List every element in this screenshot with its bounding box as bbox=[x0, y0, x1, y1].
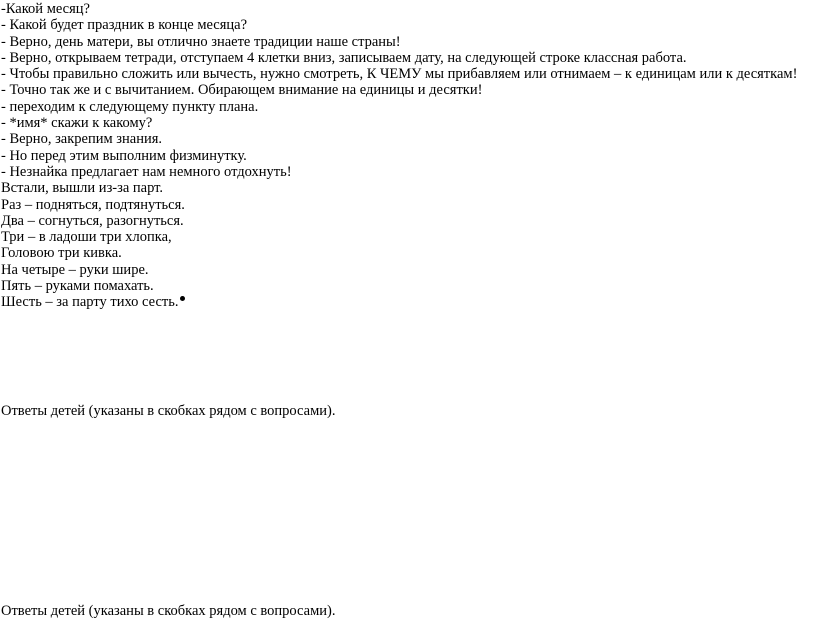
text-line: - Но перед этим выполним физминутку. bbox=[1, 147, 247, 164]
poem-line: Головою три кивка. bbox=[1, 245, 122, 262]
text-line: - Верно, день матери, вы отлично знаете традиции наше страны! bbox=[1, 33, 401, 50]
text-line: - Точно так же и с вычитанием. Обирающем внимание на единицы и десятки! bbox=[1, 82, 483, 99]
text-line: - Верно, открываем тетради, отступаем 4 клетки вниз, записываем дату, на следующей строке классная работа. bbox=[1, 49, 687, 66]
text-line: - Незнайка предлагает нам немного отдохнуть! bbox=[1, 163, 292, 180]
poem-line: Пять – руками помахать. bbox=[1, 278, 154, 295]
poem-line: Раз – подняться, подтянуться. bbox=[1, 196, 185, 213]
answer-note: Ответы детей (указаны в скобках рядом с вопросами). bbox=[1, 403, 336, 419]
text-line: - Чтобы правильно сложить или вычесть, нужно смотреть, К ЧЕМУ мы прибавляем или отнимаем – к единицам или к десяткам! bbox=[1, 66, 798, 83]
answer-note: Ответы детей (указаны в скобках рядом с вопросами). bbox=[1, 603, 336, 619]
poem-line: Два – согнуться, разогнуться. bbox=[1, 212, 184, 229]
text-line: - переходим к следующему пункту плана. bbox=[1, 98, 259, 115]
poem-last-line bbox=[1, 294, 811, 310]
text-line: - *имя* скажи к какому? bbox=[1, 115, 153, 132]
poem-line: Три – в ладоши три хлопка, bbox=[1, 229, 172, 246]
poem-line: Встали, вышли из-за парт. bbox=[1, 180, 164, 197]
poem-line: На четыре – руки шире. bbox=[1, 261, 149, 278]
poem-last-line-text: Шесть – за парту тихо сесть. bbox=[1, 294, 179, 311]
document-body bbox=[1, 1, 811, 311]
bullet-dot-icon bbox=[180, 296, 185, 301]
text-line: - Верно, закрепим знания. bbox=[1, 131, 163, 148]
text-line: - Какой будет праздник в конце месяца? bbox=[1, 17, 248, 34]
text-line: -Какой месяц? bbox=[1, 1, 90, 17]
